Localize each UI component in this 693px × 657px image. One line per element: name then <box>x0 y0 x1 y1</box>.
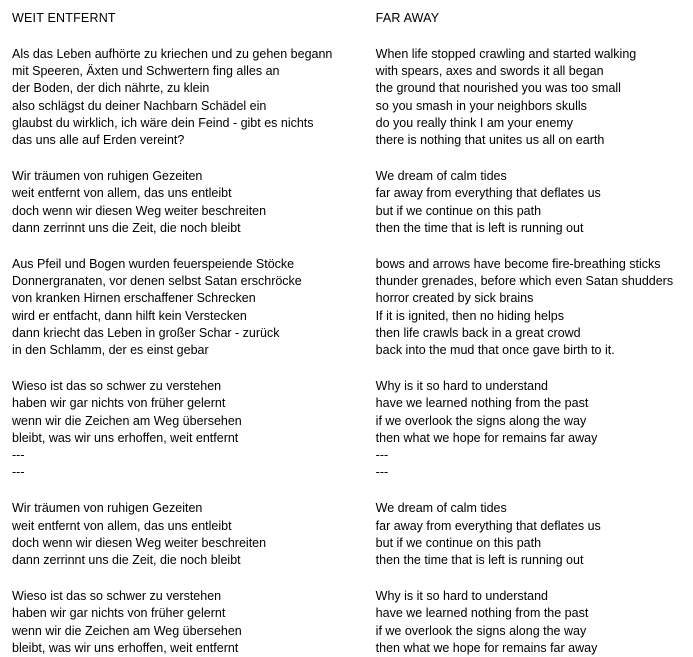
lyric-line: das uns alle auf Erden vereint? <box>12 133 185 148</box>
divider-dashes: --- <box>375 448 389 463</box>
lyric-line: horror created by sick brains <box>375 291 534 306</box>
english-stanza-4 <box>376 378 685 481</box>
lyric-line: Wir träumen von ruhigen Gezeiten <box>12 501 203 516</box>
lyric-line: then what we hope for remains far away <box>375 640 598 655</box>
lyric-line: if we overlook the signs along the way <box>375 413 587 428</box>
lyric-line: if we overlook the signs along the way <box>375 623 587 638</box>
lyric-line: haben wir gar nichts von früher gelernt <box>12 396 226 411</box>
lyric-line: far away from everything that deflates us <box>375 186 601 201</box>
lyric-line: do you really think I am your enemy <box>375 115 573 130</box>
lyric-line: wird er entfacht, dann hilft kein Verstecken <box>12 308 247 323</box>
german-lyrics-column <box>8 10 376 657</box>
lyric-line: doch wenn wir diesen Weg weiter beschreiten <box>12 203 267 218</box>
lyric-line: weit entfernt von allem, das uns entleibt <box>12 518 232 533</box>
lyric-line: Wieso ist das so schwer zu verstehen <box>12 379 222 394</box>
english-stanza-2 <box>376 168 685 237</box>
lyric-line: We dream of calm tides <box>375 169 507 184</box>
lyric-line: doch wenn wir diesen Weg weiter beschreiten <box>12 535 267 550</box>
lyric-line: but if we continue on this path <box>375 535 542 550</box>
lyric-line: Als das Leben aufhörte zu kriechen und zu gehen begann <box>12 47 333 61</box>
english-stanza-3 <box>376 256 685 359</box>
lyric-line: then the time that is left is running out <box>375 553 584 568</box>
lyric-line: Aus Pfeil und Bogen wurden feuerspeiende Stöcke <box>12 257 295 272</box>
german-stanza-5 <box>12 500 376 569</box>
lyric-line: thunder grenades, before which even Satan shudders <box>375 274 674 289</box>
lyric-line: then the time that is left is running out <box>375 220 584 235</box>
lyric-line: When life stopped crawling and started walking <box>375 47 637 61</box>
lyric-line: haben wir gar nichts von früher gelernt <box>12 606 226 621</box>
german-stanza-2 <box>12 168 376 237</box>
lyric-line: Why is it so hard to understand <box>375 379 548 394</box>
english-stanza-6 <box>376 588 685 657</box>
lyric-line: then life crawls back in a great crowd <box>375 325 581 340</box>
lyric-line: If it is ignited, then no hiding helps <box>375 308 564 323</box>
lyric-line: back into the mud that once gave birth to it. <box>375 343 615 358</box>
divider-dashes: --- <box>375 465 389 480</box>
lyric-line: wenn wir die Zeichen am Weg übersehen <box>12 623 242 638</box>
lyric-line: bleibt, was wir uns erhoffen, weit entfernt <box>12 640 239 655</box>
lyric-line: We dream of calm tides <box>375 501 507 516</box>
german-stanza-3 <box>12 256 376 359</box>
lyric-line: in den Schlamm, der es einst gebar <box>12 343 209 358</box>
german-stanza-4 <box>12 378 376 481</box>
lyric-line: Wieso ist das so schwer zu verstehen <box>12 589 222 604</box>
lyric-line: there is nothing that unites us all on earth <box>375 133 605 148</box>
lyric-line: have we learned nothing from the past <box>375 606 589 621</box>
divider-dashes: --- <box>12 465 25 480</box>
lyric-line: but if we continue on this path <box>375 203 542 218</box>
lyric-line: bleibt, was wir uns erhoffen, weit entfernt <box>12 430 239 445</box>
english-stanza-5 <box>376 500 685 569</box>
lyric-line: dann zerrinnt uns die Zeit, die noch bleibt <box>12 553 241 568</box>
lyric-line: der Boden, der dich nährte, zu klein <box>12 81 210 96</box>
english-lyrics-column <box>376 10 685 657</box>
english-title: FAR AWAY <box>375 11 440 25</box>
lyric-line: with spears, axes and swords it all began <box>375 64 604 79</box>
lyric-line: then what we hope for remains far away <box>375 430 598 445</box>
german-stanza-1 <box>12 46 376 149</box>
lyric-line: mit Speeren, Äxten und Schwertern fing alles an <box>12 64 280 79</box>
lyric-line: bows and arrows have become fire-breathing sticks <box>375 257 661 272</box>
lyric-line: Wir träumen von ruhigen Gezeiten <box>12 169 203 184</box>
lyric-line: Donnergranaten, vor denen selbst Satan erschröcke <box>12 274 302 289</box>
lyric-line: the ground that nourished you was too small <box>375 81 621 96</box>
lyric-line: have we learned nothing from the past <box>375 396 589 411</box>
lyric-line: dann kriecht das Leben in großer Schar - zurück <box>12 325 280 340</box>
english-stanza-1 <box>376 46 685 149</box>
lyric-line: Why is it so hard to understand <box>375 589 548 604</box>
german-title: WEIT ENTFERNT <box>12 11 116 25</box>
lyric-line: weit entfernt von allem, das uns entleibt <box>12 186 232 201</box>
lyric-line: von kranken Hirnen erschaffener Schrecken <box>12 291 256 306</box>
lyric-line: also schlägst du deiner Nachbarn Schädel ein <box>12 98 267 113</box>
german-stanza-6 <box>12 588 376 657</box>
lyric-line: wenn wir die Zeichen am Weg übersehen <box>12 413 242 428</box>
lyric-line: dann zerrinnt uns die Zeit, die noch bleibt <box>12 220 241 235</box>
divider-dashes: --- <box>12 448 25 463</box>
lyric-line: far away from everything that deflates us <box>375 518 601 533</box>
lyric-line: glaubst du wirklich, ich wäre dein Feind - gibt es nichts <box>12 115 314 130</box>
lyric-line: so you smash in your neighbors skulls <box>375 98 587 113</box>
two-column-layout <box>8 10 685 657</box>
